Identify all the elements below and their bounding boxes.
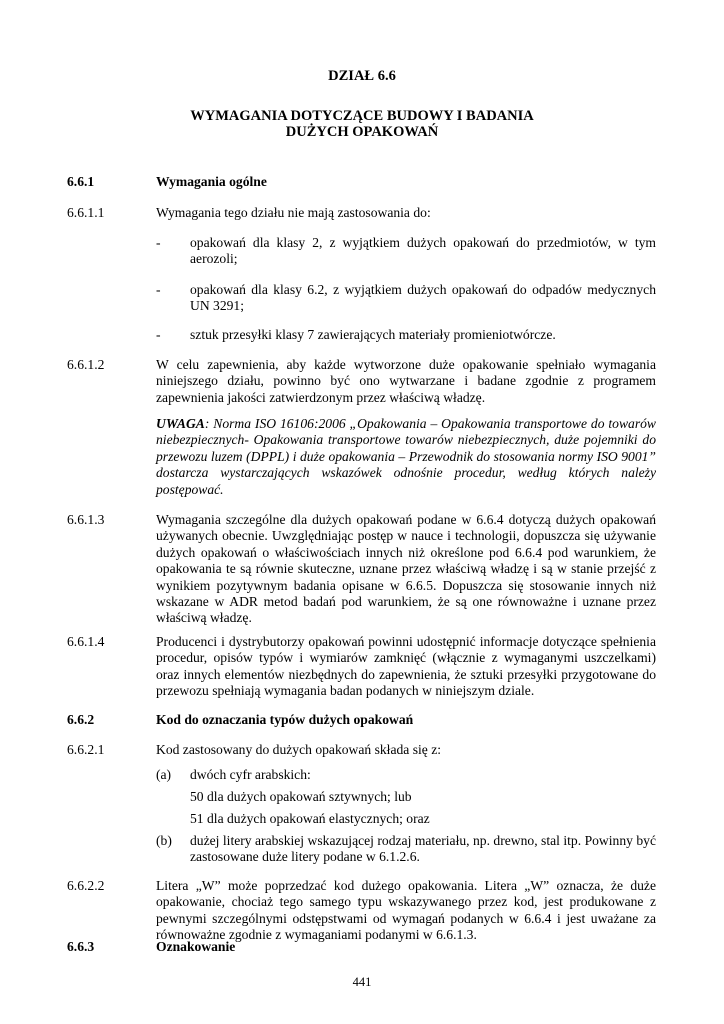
chapter-title: DZIAŁ 6.6 — [328, 68, 396, 84]
list-item-b: dużej litery arabskiej wskazującej rodzaj materiału, np. drewno, stal itp. Powinny być zastosowane duże litery podane w 6.1.2.6. — [190, 833, 656, 865]
section-number-6-6-2: 6.6.2 — [67, 712, 95, 727]
section-number-6-6-1: 6.6.1 — [67, 174, 95, 189]
list-label-a: (a) — [156, 767, 172, 782]
paragraph-text-6-6-2-1: Kod zastosowany do dużych opakowań składa się z: — [156, 742, 442, 757]
bullet-dash: - — [156, 282, 161, 297]
paragraph-number-6-6-1-3: 6.6.1.3 — [67, 512, 105, 527]
paragraph-text-6-6-1-4: Producenci i dystrybutorzy opakowań powinni udostępnić informacje dotyczące spełnienia procedur, opisów typów i wymiarów zamknięć (włącznie z wymaganymi uszczelkami) oraz innych elementów niezbędnych do zapewnienia, że sztuki przesyłki przygotowane do przewozu spełniają wymagania badan podanych w niniejszym dziale. — [156, 634, 656, 699]
paragraph-text-6-6-1-3: Wymagania szczególne dla dużych opakowań podane w 6.6.4 dotyczą dużych opakowań używanych obecnie. Uwzględniając postęp w nauce i technologii, dopuszcza się używanie dużych opakowań o właściwościach innych niż określone pod 6.6.4 pod warunkiem, że opakowania te są równie skuteczne, uznane przez właściwą władzę i są w stanie przejść z wynikiem pozytywnym badania opisane w 6.6.5. Dopuszcza się stosowanie innych niż wskazane w ADR metod badań pod warunkiem, że są one równoważne i uznane przez właściwą władzę. — [156, 512, 656, 626]
section-heading-6-6-3: Oznakowanie — [156, 939, 236, 954]
paragraph-number-6-6-1-1: 6.6.1.1 — [67, 205, 105, 220]
bullet-item: opakowań dla klasy 6.2, z wyjątkiem dużych opakowań do odpadów medycznych UN 3291; — [190, 282, 656, 314]
bullet-item: sztuk przesyłki klasy 7 zawierających materiały promieniotwórcze. — [190, 327, 556, 342]
section-heading-6-6-1: Wymagania ogólne — [156, 174, 267, 189]
paragraph-text-6-6-1-2: W celu zapewnienia, aby każde wytworzone duże opakowanie spełniało wymagania niniejszego działu, powinno być ono wytwarzane i badane zgodnie z programem zapewnienia jakości zatwierdzonym przez właściwą władzę. — [156, 357, 656, 405]
bullet-item: opakowań dla klasy 2, z wyjątkiem dużych opakowań do przedmiotów, w tym aerozoli; — [190, 235, 656, 267]
list-item-a: dwóch cyfr arabskich: — [190, 767, 311, 782]
page-number: 441 — [352, 975, 372, 989]
section-title-line1: WYMAGANIA DOTYCZĄCE BUDOWY I BADANIA — [190, 108, 534, 124]
list-item-a-sub1: 50 dla dużych opakowań sztywnych; lub — [190, 789, 412, 804]
bullet-dash: - — [156, 327, 161, 342]
paragraph-text-6-6-1-1: Wymagania tego działu nie mają zastosowania do: — [156, 205, 431, 220]
bullet-dash: - — [156, 235, 161, 250]
paragraph-number-6-6-1-2: 6.6.1.2 — [67, 357, 105, 372]
note-paragraph — [156, 416, 656, 498]
list-label-b: (b) — [156, 833, 172, 848]
section-heading-6-6-2: Kod do oznaczania typów dużych opakowań — [156, 712, 414, 727]
section-title-line2: DUŻYCH OPAKOWAŃ — [285, 124, 439, 140]
note-text: : Norma ISO 16106:2006 „Opakowania – Opakowania transportowe do towarów niebezpiecznych- Opakowania transportowe towarów niebezpiecznych, duże pojemniki do przewozu luzem (DPPL) i duże opakowania – Przewodnik do stosowania normy ISO 9001” dostarcza wystarczających wskazówek odnośnie procedur, według których należy postępować. — [156, 416, 656, 497]
note-label: UWAGA — [156, 416, 205, 431]
section-number-6-6-3: 6.6.3 — [67, 939, 95, 954]
paragraph-text-6-6-2-2: Litera „W” może poprzedzać kod dużego opakowania. Litera „W” oznacza, że duże opakowanie, chociaż tego samego typu wskazywanego przez kod, jest produkowane z pewnymi szczególnymi odstępstwami od wymagań podanych w 6.6.4 i jest uważane za równoważne zgodnie z wymaganiami podanymi w 6.6.1.3. — [156, 878, 656, 943]
paragraph-number-6-6-2-1: 6.6.2.1 — [67, 742, 105, 757]
list-item-a-sub2: 51 dla dużych opakowań elastycznych; oraz — [190, 811, 430, 826]
paragraph-number-6-6-2-2: 6.6.2.2 — [67, 878, 105, 893]
paragraph-number-6-6-1-4: 6.6.1.4 — [67, 634, 105, 649]
